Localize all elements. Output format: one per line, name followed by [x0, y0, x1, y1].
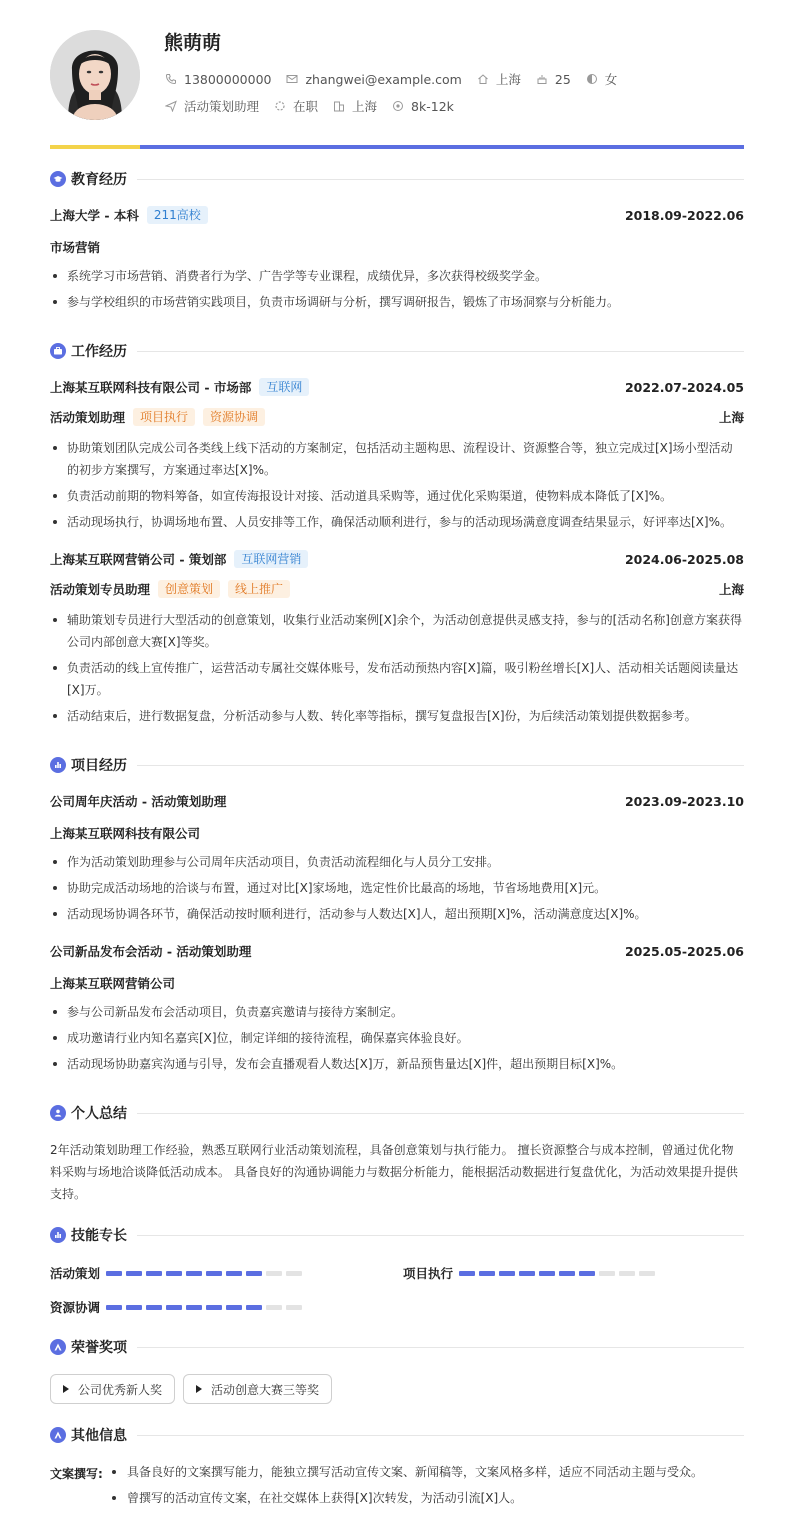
skill-level-segment: [186, 1271, 202, 1276]
skill-level-segment: [166, 1305, 182, 1310]
section-summary: [50, 1103, 744, 1123]
status-icon: [273, 99, 287, 113]
skill-name: 资源协调: [50, 1300, 101, 1315]
skill-level-bar: [106, 1305, 306, 1310]
candidate-name: 熊萌萌: [164, 32, 222, 54]
section-work: [50, 341, 744, 361]
company-name: 上海某互联网科技有限公司 - 市场部: [50, 380, 252, 395]
skill-level-segment: [146, 1271, 162, 1276]
skill-level-segment: [519, 1271, 535, 1276]
email-item: [285, 72, 461, 87]
skill-level-segment: [266, 1271, 282, 1276]
award-chip: [183, 1374, 332, 1404]
project-name: 公司新品发布会活动 - 活动策划助理: [50, 944, 252, 959]
list-item: 参与公司新品发布会活动项目，负责嘉宾邀请与接待方案制定。: [50, 1001, 744, 1023]
skill-level-segment: [619, 1271, 635, 1276]
job-date: 2024.06-2025.08: [624, 551, 744, 567]
job-role-row: [50, 408, 744, 426]
skill-level-segment: [599, 1271, 615, 1276]
project-org: 上海某互联网营销公司: [50, 976, 176, 991]
bar-chart-icon: [50, 1227, 66, 1243]
other-label: 文案撰写:: [50, 1467, 103, 1481]
school-tag: 211高校: [147, 206, 208, 224]
education-date: 2018.09-2022.06: [624, 207, 744, 223]
city-text: 上海: [495, 72, 521, 87]
job-role: 活动策划助理: [50, 410, 126, 425]
skill-level-segment: [206, 1271, 222, 1276]
company-name: 上海某互联网营销公司 - 策划部: [50, 552, 227, 567]
gender-icon: [585, 72, 599, 86]
list-item: 具备良好的文案撰写能力，能独立撰写活动宣传文案、新闻稿等，文案风格多样，适应不同活动主题与受众。: [107, 1459, 744, 1485]
project-org: 上海某互联网科技有限公司: [50, 826, 201, 841]
skill-level-segment: [246, 1271, 262, 1276]
city-item: [476, 70, 521, 88]
project-name: 公司周年庆活动 - 活动策划助理: [50, 794, 227, 809]
salary-icon: [391, 99, 405, 113]
position-item: [164, 97, 259, 115]
section-title: 教育经历: [71, 172, 127, 188]
job-bullets: [50, 437, 744, 533]
skill-level-segment: [126, 1271, 142, 1276]
job-date: 2022.07-2024.05: [624, 379, 744, 395]
list-item: 活动现场协助嘉宾沟通与引导，发布会直播观看人数达[X]万，新品预售量达[X]件，超出预期目标[X]%。: [50, 1053, 744, 1075]
position-text: 活动策划助理: [184, 99, 260, 114]
user-icon: [50, 1105, 66, 1121]
contact-row: [164, 70, 631, 88]
award-label: 活动创意大赛三等奖: [211, 1382, 320, 1397]
section-education: [50, 169, 744, 189]
skill-level-segment: [166, 1271, 182, 1276]
bar-chart-icon: [50, 757, 66, 773]
skill-level-segment: [286, 1271, 302, 1276]
project-bullets: [50, 1001, 744, 1075]
phone-text: 13800000000: [184, 71, 272, 87]
list-item: 曾撰写的活动宣传文案，在社交媒体上获得[X]次转发，为活动引流[X]人。: [107, 1485, 744, 1511]
skill-level-segment: [106, 1305, 122, 1310]
list-item: 作为活动策划助理参与公司周年庆活动项目，负责活动流程细化与人员分工安排。: [50, 851, 744, 873]
section-title: 技能专长: [71, 1228, 127, 1244]
industry-tag: 互联网营销: [234, 550, 308, 568]
section-title: 个人总结: [71, 1106, 127, 1122]
skill-tag: 项目执行: [133, 408, 195, 426]
project-date: 2023.09-2023.10: [624, 793, 744, 809]
list-item: 负责活动前期的物料筹备，如宣传海报设计对接、活动道具采购等，通过优化采购渠道，使物料成本降低了[X]%。: [50, 485, 744, 507]
home-icon: [476, 72, 490, 86]
skill-level-segment: [499, 1271, 515, 1276]
project-bullets: [50, 851, 744, 925]
play-icon: [63, 1385, 69, 1393]
list-item: 参与学校组织的市场营销实践项目，负责市场调研与分析，撰写调研报告，锻炼了市场洞察与分析能力。: [50, 291, 744, 313]
job-city: 上海: [718, 410, 744, 425]
skill-level-bar: [459, 1271, 659, 1276]
age-item: [535, 72, 571, 87]
job-role-row: [50, 580, 744, 598]
list-item: 协助完成活动场地的洽谈与布置，通过对比[X]家场地，选定性价比最高的场地，节省场地费用[X]元。: [50, 877, 744, 899]
skill-level-segment: [479, 1271, 495, 1276]
target-city-text: 上海: [352, 99, 378, 114]
job-header: [50, 378, 744, 396]
skill-name: 活动策划: [50, 1266, 101, 1281]
section-title: 荣誉奖项: [71, 1340, 127, 1356]
skill-level-segment: [146, 1305, 162, 1310]
target-city-item: [332, 97, 377, 115]
list-item: 成功邀请行业内知名嘉宾[X]位，制定详细的接待流程，确保嘉宾体验良好。: [50, 1027, 744, 1049]
skill-level-segment: [246, 1305, 262, 1310]
project-date: 2025.05-2025.06: [624, 943, 744, 959]
cake-icon: [535, 72, 549, 86]
salary-item: [391, 99, 454, 114]
other-bullets: [107, 1459, 744, 1511]
skill-tag: 资源协调: [203, 408, 265, 426]
skill-item: [50, 1264, 306, 1282]
skill-level-segment: [579, 1271, 595, 1276]
gender-item: [585, 70, 618, 88]
education-row: [50, 206, 744, 224]
header-divider: [50, 145, 744, 149]
send-icon: [164, 99, 178, 113]
skill-tag: 创意策划: [158, 580, 220, 598]
section-awards: [50, 1337, 744, 1357]
list-item: 活动现场协调各环节，确保活动按时顺利进行，活动参与人数达[X]人，超出预期[X]%，活动满意度达[X]%。: [50, 903, 744, 925]
skill-level-segment: [206, 1305, 222, 1310]
graduation-cap-icon: [50, 171, 66, 187]
section-title: 项目经历: [71, 758, 127, 774]
list-item: 负责活动的线上宣传推广，运营活动专属社交媒体账号，发布活动预热内容[X]篇，吸引粉丝增长[X]人、活动相关话题阅读量达[X]万。: [50, 657, 744, 701]
mail-icon: [285, 72, 299, 86]
industry-tag: 互联网: [259, 378, 309, 396]
section-projects: [50, 755, 744, 775]
skill-level-segment: [226, 1305, 242, 1310]
skill-level-bar: [106, 1271, 306, 1276]
salary-text: 8k-12k: [411, 98, 454, 114]
section-title: 工作经历: [71, 344, 127, 360]
section-skills: [50, 1225, 744, 1245]
project-header: [50, 942, 744, 960]
skill-level-segment: [266, 1305, 282, 1310]
play-icon: [196, 1385, 202, 1393]
award-label: 公司优秀新人奖: [78, 1382, 163, 1397]
award-icon: [50, 1339, 66, 1355]
summary-text: 2年活动策划助理工作经验，熟悉互联网行业活动策划流程，具备创意策划与执行能力。 擅长资源整合与成本控制，曾通过优化物料采购与场地洽谈降低活动成本。 具备良好的沟通协调能力与数据分析能力，能根据活动数据进行复盘优化，为活动效果提升提供支持。: [50, 1143, 738, 1201]
avatar: [50, 30, 140, 120]
skill-name: 项目执行: [403, 1266, 454, 1281]
skill-level-segment: [126, 1305, 142, 1310]
phone-item: [164, 72, 271, 87]
email-text: zhangwei@example.com: [305, 71, 462, 87]
skill-level-segment: [106, 1271, 122, 1276]
award-chip: [50, 1374, 175, 1404]
school-name: 上海大学 - 本科: [50, 208, 139, 223]
skill-tag: 线上推广: [228, 580, 290, 598]
list-item: 活动现场执行，协调场地布置、人员安排等工作，确保活动顺利进行，参与的活动现场满意度调查结果显示，好评率达[X]%。: [50, 511, 744, 533]
job-bullets: [50, 609, 744, 727]
list-item: 辅助策划专员进行大型活动的创意策划，收集行业活动案例[X]余个，为活动创意提供灵感支持，参与的[活动名称]创意方案获得公司内部创意大赛[X]等奖。: [50, 609, 744, 653]
education-bullets: [50, 265, 744, 313]
job-intent-row: [164, 97, 468, 115]
gender-text: 女: [604, 72, 618, 87]
age-text: 25: [554, 71, 571, 87]
job-role: 活动策划专员助理: [50, 582, 151, 597]
status-text: 在职: [293, 99, 319, 114]
skill-level-segment: [639, 1271, 655, 1276]
major: 市场营销: [50, 240, 101, 255]
skill-item: [403, 1264, 659, 1282]
skill-item: [50, 1298, 306, 1316]
skill-level-segment: [539, 1271, 555, 1276]
skill-level-segment: [559, 1271, 575, 1276]
job-header: [50, 550, 744, 568]
building-icon: [332, 99, 346, 113]
list-item: 协助策划团队完成公司各类线上线下活动的方案制定，包括活动主题构思、流程设计、资源整合等，独立完成过[X]场小型活动的初步方案撰写，方案通过率达[X]%。: [50, 437, 744, 481]
list-item: 活动结束后，进行数据复盘，分析活动参与人数、转化率等指标，撰写复盘报告[X]份，为后续活动策划提供数据参考。: [50, 705, 744, 727]
phone-icon: [164, 72, 178, 86]
skill-level-segment: [459, 1271, 475, 1276]
skill-level-segment: [226, 1271, 242, 1276]
job-city: 上海: [718, 582, 744, 597]
status-item: [273, 97, 318, 115]
skill-level-segment: [186, 1305, 202, 1310]
list-item: 系统学习市场营销、消费者行为学、广告学等专业课程，成绩优异，多次获得校级奖学金。: [50, 265, 744, 287]
section-other: [50, 1425, 744, 1445]
project-header: [50, 792, 744, 810]
skill-level-segment: [286, 1305, 302, 1310]
briefcase-icon: [50, 343, 66, 359]
award-icon: [50, 1427, 66, 1443]
section-title: 其他信息: [71, 1428, 127, 1444]
